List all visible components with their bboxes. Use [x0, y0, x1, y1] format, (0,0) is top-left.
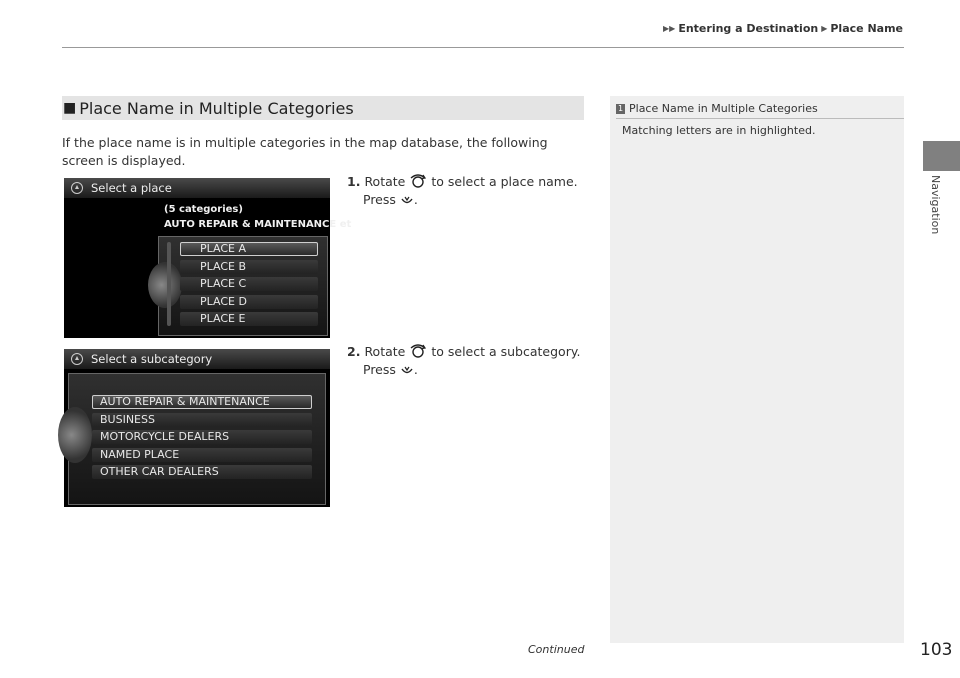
list-item[interactable]: PLACE D	[180, 295, 318, 309]
header-divider	[62, 47, 904, 48]
side-note-text: Matching letters are in highlighted.	[622, 124, 816, 137]
list-item[interactable]: AUTO REPAIR & MAINTENANCE	[92, 395, 312, 409]
side-note	[610, 96, 904, 643]
step-action-text: to select a subcategory.	[431, 344, 581, 359]
intro-paragraph: If the place name is in multiple categories in the map database, the following screen is displayed.	[62, 135, 548, 168]
continued-label: Continued	[528, 643, 585, 656]
breadcrumb-current: Place Name	[830, 22, 903, 35]
section-title: Place Name in Multiple Categories	[79, 98, 354, 118]
section-marker-icon: ■	[63, 100, 77, 116]
scrollbar[interactable]	[167, 242, 171, 326]
screen-title-bar	[64, 178, 330, 198]
step-press-text: Press	[363, 362, 396, 377]
breadcrumb-arrow-icon: ▶	[821, 24, 828, 33]
enter-button-icon	[400, 363, 414, 377]
screen-select-subcategory	[64, 349, 330, 507]
step-number: 1.	[347, 174, 361, 189]
section-tab-marker	[923, 141, 960, 171]
section-tab-label: Navigation	[929, 175, 942, 235]
side-note-badge: 1	[617, 103, 624, 113]
screen-title: Select a subcategory	[91, 352, 213, 366]
home-icon	[71, 182, 83, 194]
screen-title: Select a place	[91, 181, 172, 195]
step-2: 2. Rotate to select a subcategory. Press .	[347, 344, 581, 377]
step-1: 1. Rotate to select a place name. Press .	[347, 174, 578, 207]
list-item[interactable]: PLACE E	[180, 312, 318, 326]
step-press-text: Press	[363, 192, 396, 207]
category-line: AUTO REPAIR & MAINTENANCE et	[164, 219, 352, 230]
interface-dial-icon	[409, 343, 427, 359]
step-number: 2.	[347, 344, 361, 359]
list-item[interactable]: MOTORCYCLE DEALERS	[92, 430, 312, 444]
breadcrumb-arrow-icon: ▶▶	[663, 24, 676, 33]
list-item[interactable]: NAMED PLACE	[92, 448, 312, 462]
screen-select-place	[64, 178, 352, 338]
step-action-text: to select a place name.	[431, 174, 578, 189]
side-note-heading: Place Name in Multiple Categories	[629, 102, 818, 115]
list-item[interactable]: BUSINESS	[92, 413, 312, 427]
list-item[interactable]: PLACE A	[180, 242, 318, 256]
breadcrumb	[663, 22, 903, 35]
enter-button-icon	[400, 193, 414, 207]
screen-title-bar	[64, 349, 330, 369]
step-rotate-text: Rotate	[364, 174, 406, 189]
home-icon	[71, 353, 83, 365]
side-note-title	[616, 102, 818, 115]
dial-graphic	[58, 407, 92, 463]
list-item[interactable]: PLACE C	[180, 277, 318, 291]
list-item[interactable]: OTHER CAR DEALERS	[92, 465, 312, 479]
category-count: (5 categories)	[164, 204, 243, 215]
step-rotate-text: Rotate	[364, 344, 406, 359]
list-item[interactable]: PLACE B	[180, 260, 318, 274]
dial-graphic	[148, 262, 182, 308]
interface-dial-icon	[409, 173, 427, 189]
side-note-divider	[616, 118, 904, 119]
page-number: 103	[920, 640, 953, 660]
section-heading	[62, 96, 584, 120]
breadcrumb-parent: Entering a Destination	[678, 22, 819, 35]
